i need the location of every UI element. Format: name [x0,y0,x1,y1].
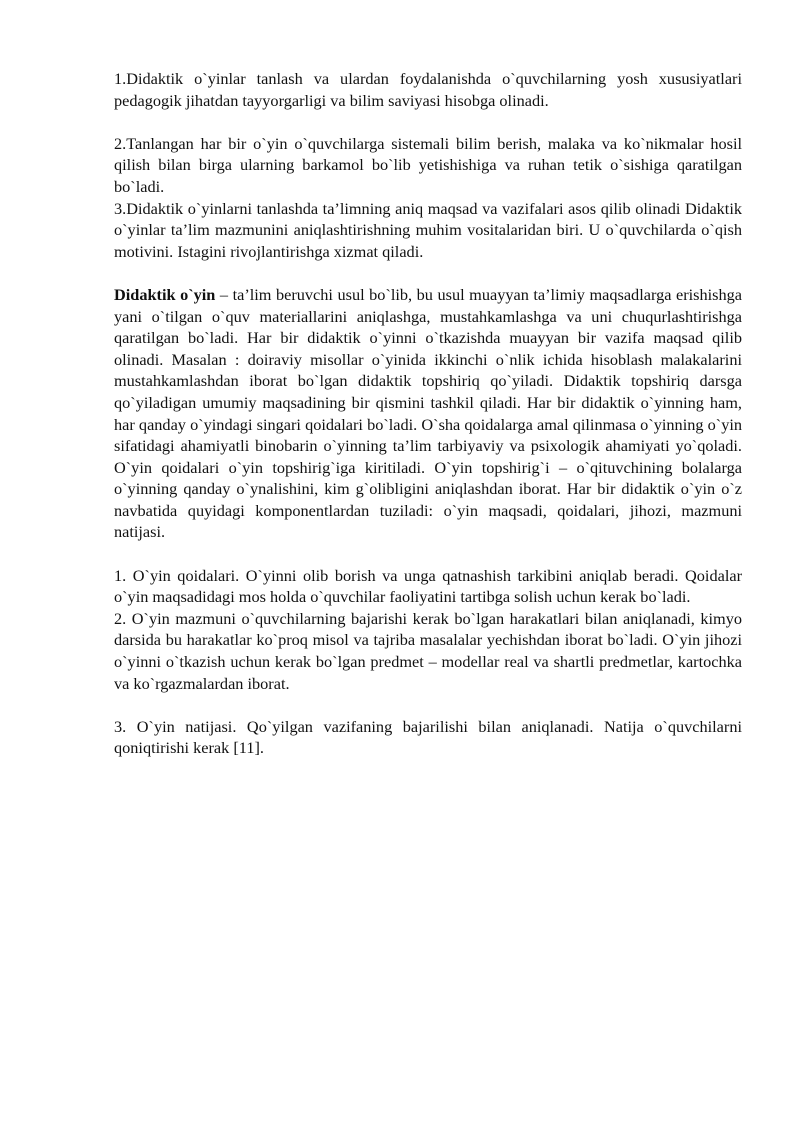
paragraph-1: 1.Didaktik o`yinlar tanlash va ulardan foydalanishda o`quvchilarning yosh xususiyatlari pedagogik jihatdan tayyorgarligi va bilim saviyasi hisobga olinadi. [114,69,742,110]
paragraph-2: 2.Tanlangan har bir o`yin o`quvchilarga sistemali bilim berish, malaka va ko`nikmalar hosil qilish bilan birga ularning barkamol bo`lib yetishishiga va ruhan tetik o`sishiga qaratilgan bo`ladi. [114,133,742,196]
paragraph-7: 3. O`yin natijasi. Qo`yilgan vazifaning bajarilishi bilan aniqlanadi. Natija o`quvchilarni qoniqtirishi kerak [11]. [114,716,742,758]
paragraph-spacer [114,694,742,716]
paragraph-spacer [114,111,742,133]
document-page [114,68,742,759]
paragraph-3: 3.Didaktik o`yinlarni tanlashda ta’limning aniq maqsad va vazifalari asos qilib olinadi Didaktik o`yinlar ta’lim mazmunini aniqlashtirishning muhim vositalaridan biri. U o`quvchilarda o`qish motivini. Istagini rivojlantirishga xizmat qiladi. [114,198,742,261]
paragraph-6: 2. O`yin mazmuni o`quvchilarning bajarishi kerak bo`lgan harakatlari bilan aniqlanadi, kimyo darsida bu harakatlar ko`proq misol va tajriba masalalar yechishdan iborat bo`ladi. O`yin jihozi o`yinni o`tkazish uchun kerak bo`lgan predmet – modellar real va shartli predmetlar, kartochka va ko`rgazmalardan iborat. [114,608,742,693]
paragraph-4 [114,284,742,543]
paragraph-spacer [114,262,742,284]
paragraph-spacer [114,543,742,565]
paragraph-5: 1. O`yin qoidalari. O`yinni olib borish va unga qatnashish tarkibini aniqlab beradi. Qoidalar o`yin maqsadidagi mos holda o`quvchilar faoliyatini tartibga solish uchun kerak bo`ladi. [114,565,742,607]
definition-body: – ta’lim beruvchi usul bo`lib, bu usul muayyan ta’limiy maqsadlarga erishishga yani o`tilgan o`quv materiallarini aniqlashga, mustahkamlashga va uni chuqurlashtirishga qaratilgan bo`ladi. Har bir didaktik o`yinni o`tkazishda muayyan bir vazifa maqsad qilib olinadi. Masalan : doiraviy misollar o`yinida ikkinchi o`nlik ichida hisoblash malakalarini mustahkamlashdan iborat bo`lgan didaktik topshiriq qo`yiladi. Didaktik topshiriq darsga qo`yiladigan umumiy maqsadining bir qismini tashkil qiladi. Har bir didaktik o`yinning ham, har qanday o`yindagi singari qoidalari bo`ladi. O`sha qoidalarga amal qilinmasa o`yinning o`yin sifatidagi ahamiyatli binobarin o`yinning ta’lim tarbiyaviy va psixologik ahamiyati yo`qoladi. O`yin qoidalari o`yin topshirig`iga kiritiladi. O`yin topshirig`i – o`qituvchining bolalarga o`yinning qanday o`ynalishini, kim g`olibligini aniqlashdan iborat. Har bir didaktik o`yin o`z navbatida quyidagi komponentlardan tuziladi: o`yin maqsadi, qoidalari, jihozi, mazmuni natijasi. [114,284,742,542]
definition-term: Didaktik o`yin [114,284,216,304]
